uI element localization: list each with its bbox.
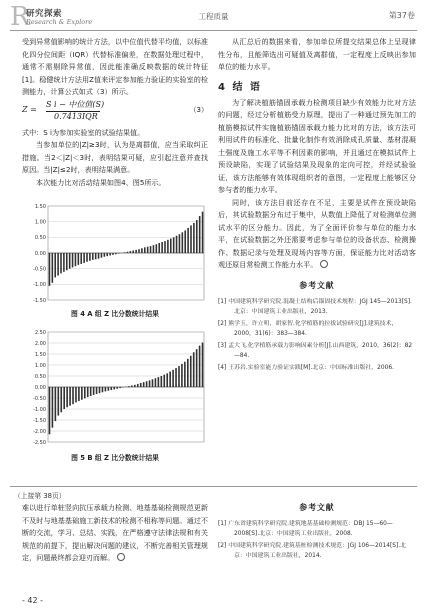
bar: [130, 251, 132, 253]
bar: [127, 252, 129, 253]
right-column: [218, 36, 416, 375]
bar: [152, 379, 154, 387]
y-tick-label: 1.50: [34, 351, 46, 358]
bar: [161, 376, 163, 387]
bar: [199, 216, 201, 253]
bar: [112, 253, 114, 255]
y-tick-label: 2.00: [34, 340, 46, 347]
bar: [202, 212, 204, 253]
bar: [60, 387, 62, 412]
bar: [128, 386, 130, 387]
bar: [95, 253, 97, 259]
bar: [182, 232, 184, 253]
bar: [110, 387, 112, 390]
bar: [83, 253, 85, 263]
bar: [143, 382, 145, 387]
paragraph: 式中：S i为参加实验室的试验结果值。: [22, 127, 145, 137]
paragraph: 当参加单位的|Z|≥3时，认为是离群值，应当采取纠正措施。当2＜|Z|＜3时，表明结果可疑，应引起注意并查找原因。当|Z|≤2时，表明结果满意。: [22, 140, 208, 174]
bar: [96, 387, 98, 394]
paragraph-text: 难以进行单桩竖向抗压承载力检测、地基基础检测规范更新不及时与地基基础施工新技术的检测不相称等问题。通过不断的交流，学习、总结、实践，在严格遵守法律法规和有关规范的前提下，提出解决问题的建议，不断完善相关管理规定，问题最终都会迎刃而解。: [22, 503, 208, 562]
page-number: - 42 -: [22, 596, 44, 605]
bar: [173, 237, 175, 253]
bar: [72, 253, 74, 267]
y-tick-label: -0.50: [33, 266, 46, 273]
bar: [135, 250, 137, 253]
bar: [75, 387, 77, 402]
paragraph: [218, 197, 416, 272]
bar: [138, 249, 140, 253]
bar: [54, 253, 56, 277]
bar: [153, 245, 155, 253]
end-mark-icon: [117, 553, 125, 561]
bar: [115, 253, 117, 254]
bar: [147, 247, 149, 253]
bar: [55, 387, 57, 421]
formula-denominator: 0.7413IQR: [54, 111, 98, 121]
bar: [190, 356, 192, 387]
reference-item: [4] 王苏岩.实验室能力验证实践[M].北京：中国标准出版社，2006.: [218, 364, 394, 371]
figure-5-chart: [26, 328, 208, 446]
bar: [155, 378, 157, 387]
volume-label: 第37卷: [388, 11, 415, 20]
bar: [176, 236, 178, 253]
y-tick-label: 0.00: [34, 250, 46, 257]
y-tick-label: -2.50: [33, 439, 46, 446]
continuation-text-column: [22, 502, 208, 565]
bar: [178, 366, 180, 387]
paragraph: 本次能力比对活动结果如图4、图5所示。: [36, 177, 166, 187]
formula-3: [22, 99, 208, 127]
y-tick-label: 1.00: [34, 219, 46, 226]
continuation-rule: [10, 486, 417, 487]
bar: [63, 253, 65, 272]
bar: [49, 387, 51, 434]
formula-numerator: S i − 中位值(S): [46, 99, 105, 109]
bar: [187, 359, 189, 387]
figure-4-caption: 图 4 A 组 Z 比分数统计结果: [71, 310, 159, 318]
bar: [187, 228, 189, 253]
bar: [196, 349, 198, 387]
bar: [75, 253, 77, 266]
paragraph: 受到异常值影响的统计方法，以中位值代替平均值，以标准化四分位间距（IQR）代替标准偏差，在数据处理过程中，通常不需剔除异常值，因此能准确反映数据的统计特征[1]。稳健统计方法用Z值来评定参加能力验证的实验室的检测能力，计算公式如式（3）所示。: [22, 37, 208, 96]
bar: [169, 372, 171, 387]
bar: [141, 248, 143, 253]
bar: [78, 253, 80, 265]
bar: [104, 253, 106, 257]
bar: [57, 387, 59, 416]
y-tick-label: -1.50: [33, 417, 46, 424]
y-tick-label: 1.50: [34, 203, 46, 210]
bar: [164, 241, 166, 253]
bar: [99, 387, 101, 393]
bar: [108, 387, 110, 391]
bar: [101, 253, 103, 258]
bar: [84, 387, 86, 398]
bar: [202, 343, 204, 387]
y-tick-label: 0.50: [34, 373, 46, 380]
bar: [172, 370, 174, 387]
bar: [81, 387, 83, 400]
reference-item: [1] 中国建筑科学研究院.混凝土结构后锚固技术规程：JGJ 145—2013[S].北京：中国建筑工业出版社，2013.: [218, 298, 412, 315]
bar: [137, 384, 139, 387]
bar: [86, 253, 88, 262]
y-tick-label: -1.00: [33, 282, 46, 289]
y-tick-label: -2.00: [33, 428, 46, 435]
bar: [193, 352, 195, 387]
bar: [158, 243, 160, 253]
bar: [116, 387, 118, 389]
paragraph: [22, 502, 208, 565]
bar: [52, 387, 54, 428]
bar: [181, 364, 183, 387]
bar: [184, 362, 186, 387]
bar: [102, 387, 104, 392]
bar: [118, 253, 120, 254]
bar: [161, 242, 163, 253]
references-heading: 参考文献: [299, 280, 335, 290]
bar: [66, 253, 68, 270]
reference-item: [2] 熊学玉，许立明，胡家智.化学植筋的拉拔试验研究[J].建筑技术，2000，31(6)：383—384.: [218, 320, 398, 337]
bar: [87, 387, 89, 397]
journal-logo-letter: R: [10, 2, 30, 32]
bar: [163, 375, 165, 387]
bar: [90, 387, 92, 396]
reference-item: [2] 中国建筑科学研究院.建筑基桩检测技术规范：JGJ 106—2014[S].北京：中国建筑工业出版社，2014.: [218, 543, 407, 559]
paragraph: 为了解决植筋锚固承载力检测项目缺少有效能力比对方法的问题，经过分析植筋受力原理，提出了一种通过预先加工的植筋模拟试件实施植筋锚固承载力能力比对的方法，该方法可利用试件的标准化、批量化制作有效消除成孔质量、基材混凝土强度及施工水平等不利因素的影响，并且通过在模拟试件上预设缺陷，实现了试验结果及现象的定向可控，并经试验验证，该方法能够有效体现组织者的意图，一定程度上能够区分参与者的能力水平。: [218, 97, 416, 194]
bar: [179, 234, 181, 253]
bar: [49, 253, 51, 286]
references-heading: 参考文献: [299, 503, 335, 512]
bar: [63, 387, 65, 409]
bar: [93, 387, 95, 395]
bar: [131, 385, 133, 387]
bar: [78, 387, 80, 401]
bar: [170, 239, 172, 253]
bar: [69, 387, 71, 406]
bar: [57, 253, 59, 276]
bar: [52, 253, 54, 283]
y-tick-label: -1.00: [33, 406, 46, 413]
figure-5-caption: 图 5 B 组 Z 比分数统计结果: [71, 454, 159, 462]
bar: [156, 244, 158, 253]
bar: [98, 253, 100, 259]
bar: [69, 253, 71, 269]
bar: [193, 223, 195, 253]
bar: [132, 250, 134, 253]
bar: [105, 387, 107, 391]
column-title: 研究探索: [26, 9, 63, 19]
bar: [134, 385, 136, 387]
bar: [66, 387, 68, 407]
bar: [175, 368, 177, 387]
bar: [60, 253, 62, 273]
bar: [166, 373, 168, 387]
bar: [113, 387, 115, 389]
y-tick-label: 0.50: [34, 235, 46, 242]
end-mark-icon: [320, 260, 328, 268]
bar: [144, 247, 146, 253]
bar: [167, 240, 169, 253]
continuation-references: [218, 500, 416, 563]
left-column: [22, 36, 208, 189]
section-heading: 4 结 语: [218, 81, 262, 93]
formula-lhs: Z =: [22, 104, 37, 114]
continuation-label: （上接第 38页）: [14, 492, 66, 500]
paragraph-text: 同时，该方法目前还存在不足，主要是试件在预设缺陷后，其试验数据分布过于集中，从数值上降低了对检测单位测试水平的区分能力。因此，为了全面评价参与单位的能力水平，在试验数据之外还需要考虑参与单位的设备状态、检测操作、数据记录与处理及现场内容等方面，保证能力比对活动客观还原目常检测工作能力水平。: [218, 197, 416, 269]
bar: [106, 253, 108, 256]
bar: [184, 230, 186, 253]
bar: [190, 225, 192, 253]
bar: [146, 381, 148, 387]
bar: [92, 253, 94, 260]
bar: [124, 252, 126, 253]
y-tick-label: 2.50: [34, 329, 46, 336]
bar: [149, 380, 151, 387]
y-tick-label: 1.00: [34, 362, 46, 369]
bar: [140, 383, 142, 387]
equation-number: （3）: [189, 105, 208, 114]
y-tick-label: -1.50: [33, 297, 46, 304]
reference-item: [3] 孟大飞.化学植筋承载力影响因素分析[J].山西建筑，2010，36(2)：82—84.: [218, 342, 413, 359]
bar: [89, 253, 91, 261]
bar: [119, 387, 121, 388]
paragraph: 从汇总后的数据来看，参加单位所提交结果总体上呈现律性分布，且能筛选出可疑值及离群值，一定程度上反映出参加单位的能力水平。: [218, 37, 416, 71]
y-tick-label: -0.50: [33, 395, 46, 402]
reference-item: [1] 广东省建筑科学研究院.建筑地基基础检测规范：DBJ 15—60—2008[S].北京：中国建筑工业出版社，2008.: [218, 521, 393, 537]
bar: [150, 246, 152, 253]
bar: [196, 220, 198, 253]
header-rule: [10, 30, 417, 31]
figure-4-chart: [26, 202, 208, 304]
bar: [158, 377, 160, 387]
bar: [80, 253, 82, 264]
y-tick-label: 0.00: [34, 384, 46, 391]
bar: [199, 346, 201, 387]
bar: [72, 387, 74, 404]
journal-name: 工程质量: [198, 12, 229, 21]
column-subtitle: Research & Explore: [26, 18, 93, 26]
bar: [109, 253, 111, 256]
